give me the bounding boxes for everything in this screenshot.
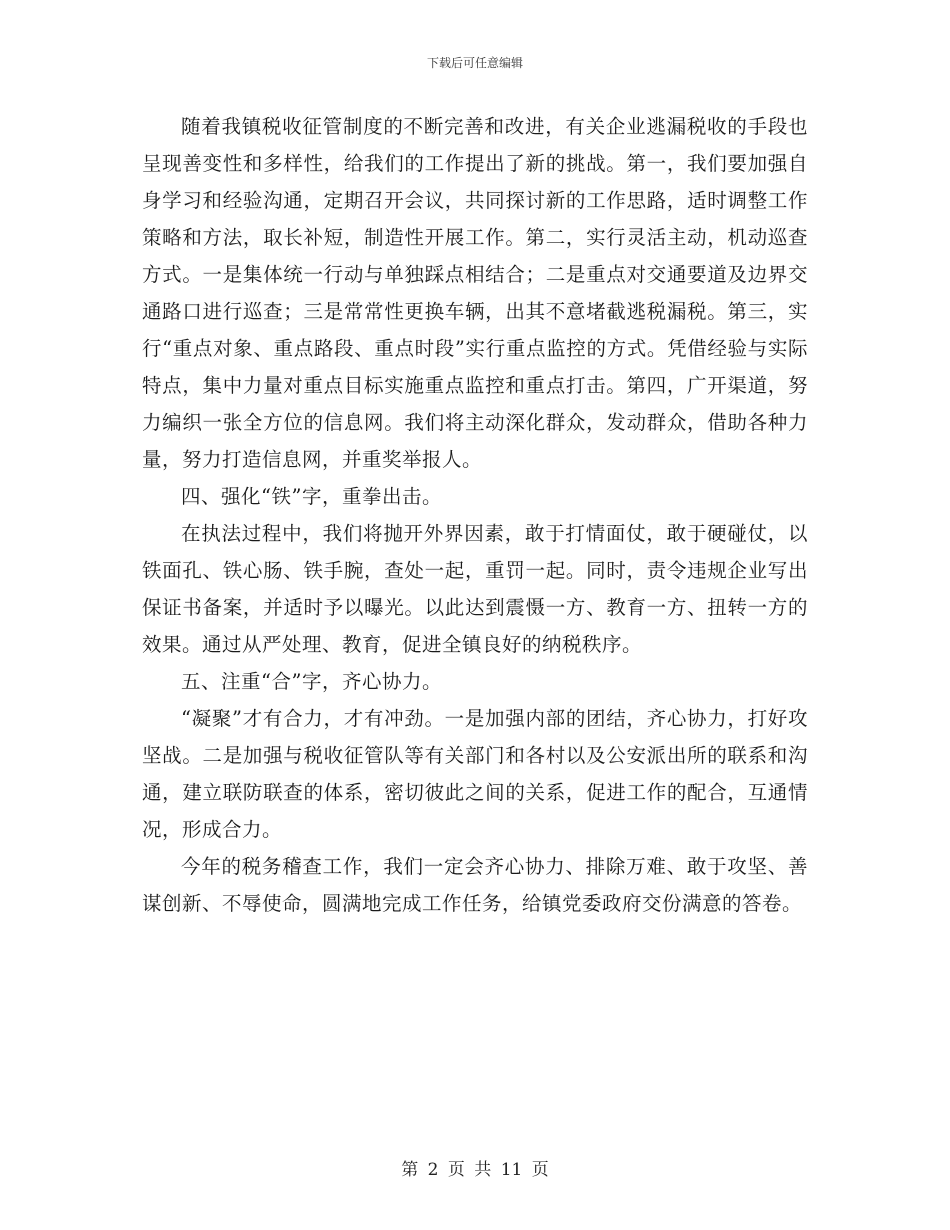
section-heading-unity: 五、注重“合”字，齐心协力。	[181, 670, 442, 693]
document-body	[142, 108, 808, 922]
paragraph-tax-strategy: 随着我镇税收征管制度的不断完善和改进，有关企业逃漏税收的手段也呈现善变性和多样性，给我们的工作提出了新的挑战。第一，我们要加强自身学习和经验沟通，定期召开会议，共同探讨新的工作思路，适时调整工作策略和方法，取长补短，制造性开展工作。第二，实行灵活主动，机动巡查方式。一是集体统一行动与单独踩点相结合；二是重点对交通要道及边界交通路口进行巡查；三是常常性更换车辆，出其不意堵截逃税漏税。第三，实行“重点对象、重点路段、重点时段”实行重点监控的方式。凭借经验与实际特点，集中力量对重点目标实施重点监控和重点打击。第四，广开渠道，努力编织一张全方位的信息网。我们将主动深化群众，发动群众，借助各种力量，努力打造信息网，并重奖举报人。	[142, 115, 808, 471]
paragraph-conclusion: 今年的税务稽查工作，我们一定会齐心协力、排除万难、敢于攻坚、善谋创新、不辱使命，圆满地完成工作任务，给镇党委政府交份满意的答卷。	[142, 855, 808, 915]
page-number-footer: 第 2 页 共 11 页	[401, 1160, 549, 1180]
section-heading-iron: 四、强化“铁”字，重拳出击。	[181, 485, 442, 508]
paragraph-cooperation: “凝聚”才有合力，才有冲劲。一是加强内部的团结，齐心协力，打好攻坚战。二是加强与税收征管队等有关部门和各村以及公安派出所的联系和沟通，建立联防联查的体系，密切彼此之间的关系，促进工作的配合，互通情况，形成合力。	[142, 707, 808, 841]
paragraph-enforcement: 在执法过程中，我们将抛开外界因素，敢于打情面仗，敢于硬碰仗，以铁面孔、铁心肠、铁手腕，查处一起，重罚一起。同时，责令违规企业写出保证书备案，并适时予以曝光。以此达到震慑一方、教育一方、扭转一方的效果。通过从严处理、教育，促进全镇良好的纳税秩序。	[142, 522, 808, 656]
page-header: 下载后可任意编辑	[426, 56, 523, 70]
